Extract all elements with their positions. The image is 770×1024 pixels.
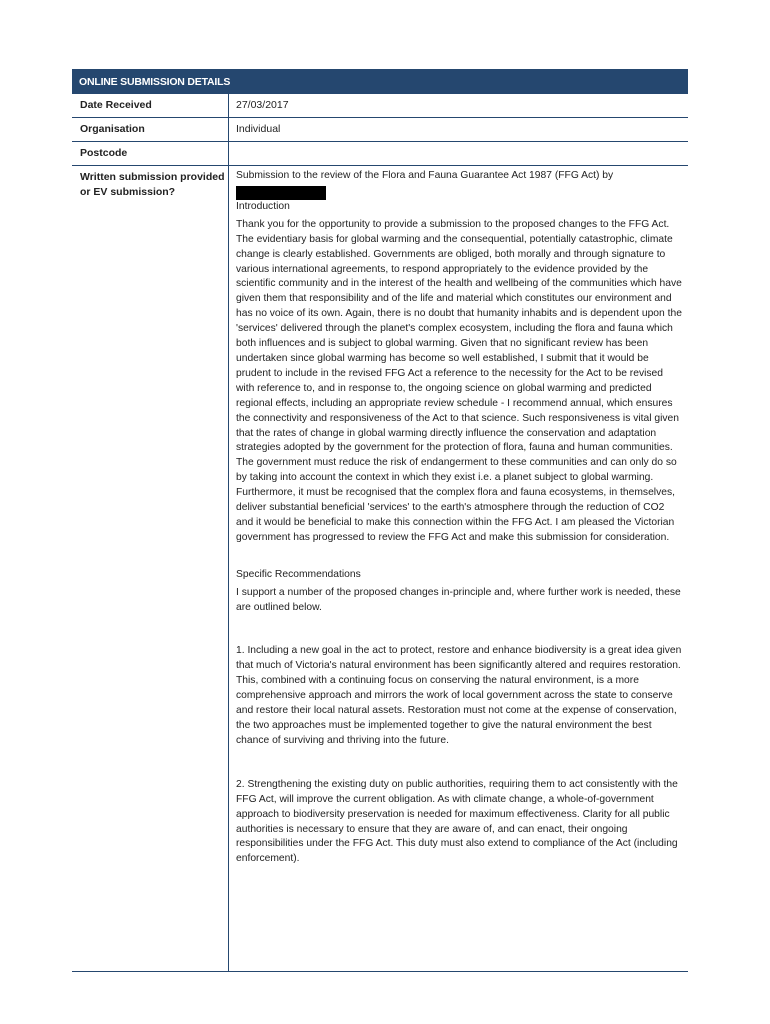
row-organisation [72,118,688,142]
postcode-value [229,142,688,165]
recommendation-point-1: 1. Including a new goal in the act to protect, restore and enhance biodiversity is a great idea given that much of Victoria's natural environment has been significantly altered and requires restoration. This, combined with a continuing focus on conserving the natural environment, is a more comprehensive approach and mirrors the work of local government across the state to conserve and restore their local natural assets. Restoration must not come at the expense of conservation, the two approaches must be implemented together to give the natural environment the best chance of surviving and thriving into the future. [236,645,682,746]
recommendations-heading: Specific Recommendations [236,568,361,580]
organisation-label: Organisation [72,118,229,141]
postcode-label: Postcode [72,142,229,165]
recommendations-intro: I support a number of the proposed changes in-principle and, where further work is needed, these are outlined below. [236,586,681,613]
date-received-value: 27/03/2017 [236,99,289,111]
row-date-received [72,94,688,118]
introduction-heading: Introduction [236,200,290,212]
row-postcode [72,142,688,166]
organisation-value: Individual [236,123,281,135]
submission-opening: Submission to the review of the Flora and Fauna Guarantee Act 1987 (FFG Act) by [236,170,614,181]
row-written-submission [72,166,688,972]
submission-body [229,166,688,971]
recommendation-point-2: 2. Strengthening the existing duty on public authorities, requiring them to act consistently with the FFG Act, will improve the current obligation. As with climate change, a whole-of-government approach to biodiversity preservation is needed for maximum effectiveness. Clarity for all public authorities is necessary to ensure that they are aware of, and can enact, their ongoing responsibilities under the FFG Act. This duty must also extend to compliance of the Act (including enforcement). [236,778,678,865]
redacted-name-block [236,186,326,200]
section-header: ONLINE SUBMISSION DETAILS [72,69,688,94]
introduction-text: Thank you for the opportunity to provide a submission to the proposed changes to the FFG Act. The evidentiary basis for global warming and the consequential, potentially catastrophic, climate change is clearly established. Governments are obliged, both morally and through signature to various international agreements, to respond appropriately to the evidence provided by the scientific community and in the interest of the health and wellbeing of the communities which have given them that responsibility and of the life and material which constitutes our environment and has no voice of its own. Again, there is no doubt that humanity inhabits and is dependent upon the 'services' delivered through the planet's complex ecosystem, including the flora and fauna which both influences and is subject to global warming. Given that no significant review has been undertaken since global warming has become so well established, I submit that it would be prudent to include in the revised FFG Act a reference to the necessity for the Act to be revised with reference to, and in response to, the ongoing science on global warming and predicted regional effects, including an appropriate review schedule - I recommend annual, which ensures the connectivity and responsiveness of the Act to that science. Such responsiveness is vital given that the rates of change in global warming directly influence the conservation and adaptation strategies adopted by the government for the protection of flora, fauna and human communities. The government must reduce the risk of endangerment to these communities and can only do so by taking into account the context in which they exist i.e. a planet subject to global warming. Furthermore, it must be recognised that the complex flora and fauna ecosystems, in themselves, deliver substantial beneficial 'services' to the earth's atmosphere through the reduction of CO2 and it would be beneficial to make this connection within the FFG Act. I am pleased the Victorian government has progressed to review the FFG Act and make this submission for consideration. [236,218,682,543]
date-received-label: Date Received [72,94,229,117]
submission-form [72,69,688,972]
written-submission-label: Written submission provided or EV submission? [72,166,229,971]
